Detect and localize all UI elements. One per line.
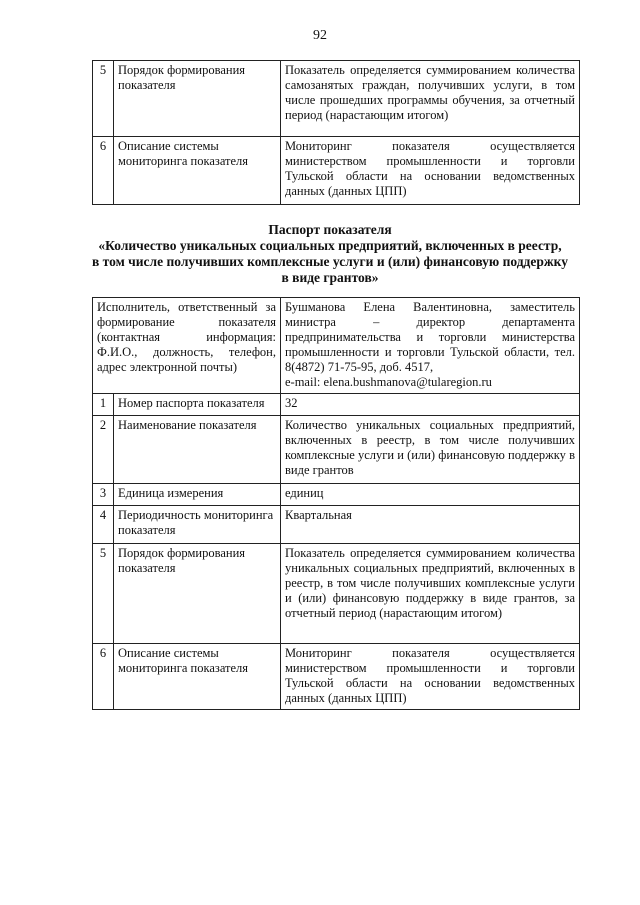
row-number: 4 bbox=[93, 506, 114, 544]
row-number: 2 bbox=[93, 416, 114, 484]
row-label: Описание системы мониторинга показателя bbox=[114, 644, 281, 710]
row-value: Мониторинг показателя осуществляется министерством промышленности и торговли Тульской области на основании ведомственных данных (данных ЦПП) bbox=[281, 644, 580, 710]
row-value: Показатель определяется суммированием количества самозанятых граждан, получивших услуги, в том числе прошедших программы обучения, за отчетный период (нарастающим итогом) bbox=[281, 61, 580, 137]
table-row bbox=[93, 644, 580, 710]
row-number: 3 bbox=[93, 484, 114, 506]
table-row bbox=[93, 484, 580, 506]
table-row bbox=[93, 137, 580, 205]
row-value: Квартальная bbox=[281, 506, 580, 544]
heading-line: «Количество уникальных социальных предприятий, включенных в реестр, bbox=[98, 238, 562, 253]
row-number: 6 bbox=[93, 137, 114, 205]
table-row bbox=[93, 394, 580, 416]
row-value: 32 bbox=[281, 394, 580, 416]
row-number: 1 bbox=[93, 394, 114, 416]
row-label: Описание системы мониторинга показателя bbox=[114, 137, 281, 205]
table-row bbox=[93, 416, 580, 484]
previous-passport-table bbox=[92, 60, 580, 205]
row-number: 5 bbox=[93, 544, 114, 644]
row-label: Номер паспорта показателя bbox=[114, 394, 281, 416]
row-label: Порядок формирования показателя bbox=[114, 544, 281, 644]
table-row bbox=[93, 544, 580, 644]
row-number: 6 bbox=[93, 644, 114, 710]
table-row bbox=[93, 61, 580, 137]
heading-line: Паспорт показателя bbox=[268, 222, 392, 237]
executor-email: e-mail: elena.bushmanova@tularegion.ru bbox=[285, 375, 492, 389]
row-label: Единица измерения bbox=[114, 484, 281, 506]
page-number: 92 bbox=[313, 28, 327, 43]
executor-value bbox=[281, 298, 580, 394]
row-value: Показатель определяется суммированием количества уникальных социальных предприятий, включенных в реестр, в том числе получивших комплексные услуги и (или) финансовую поддержку в виде грантов, за отчетный период (нарастающим итогом) bbox=[281, 544, 580, 644]
row-label: Наименование показателя bbox=[114, 416, 281, 484]
row-value: Количество уникальных социальных предприятий, включенных в реестр, в том числе получивших комплексные услуги и (или) финансовую поддержку в виде грантов bbox=[281, 416, 580, 484]
executor-row bbox=[93, 298, 580, 394]
heading-line: в том числе получивших комплексные услуги и (или) финансовую поддержку bbox=[91, 254, 569, 269]
row-value: единиц bbox=[281, 484, 580, 506]
row-value: Мониторинг показателя осуществляется министерством промышленности и торговли Тульской области на основании ведомственных данных (данных ЦПП) bbox=[281, 137, 580, 205]
row-label: Порядок формирования показателя bbox=[114, 61, 281, 137]
table-row bbox=[93, 506, 580, 544]
executor-label: Исполнитель, ответственный за формирование показателя (контактная информация: Ф.И.О., должность, телефон, адрес электронной почты) bbox=[93, 298, 281, 394]
executor-contact: Бушманова Елена Валентиновна, заместитель министра – директор департамента предпринимательства и торговли министерства промышленности и торговли Тульской области, тел. 8(4872) 71-75-95, доб. 4517, bbox=[285, 300, 575, 374]
row-number: 5 bbox=[93, 61, 114, 137]
passport-heading bbox=[80, 222, 580, 286]
row-label: Периодичность мониторинга показателя bbox=[114, 506, 281, 544]
heading-line: в виде грантов» bbox=[281, 270, 379, 285]
passport-table bbox=[92, 297, 580, 710]
